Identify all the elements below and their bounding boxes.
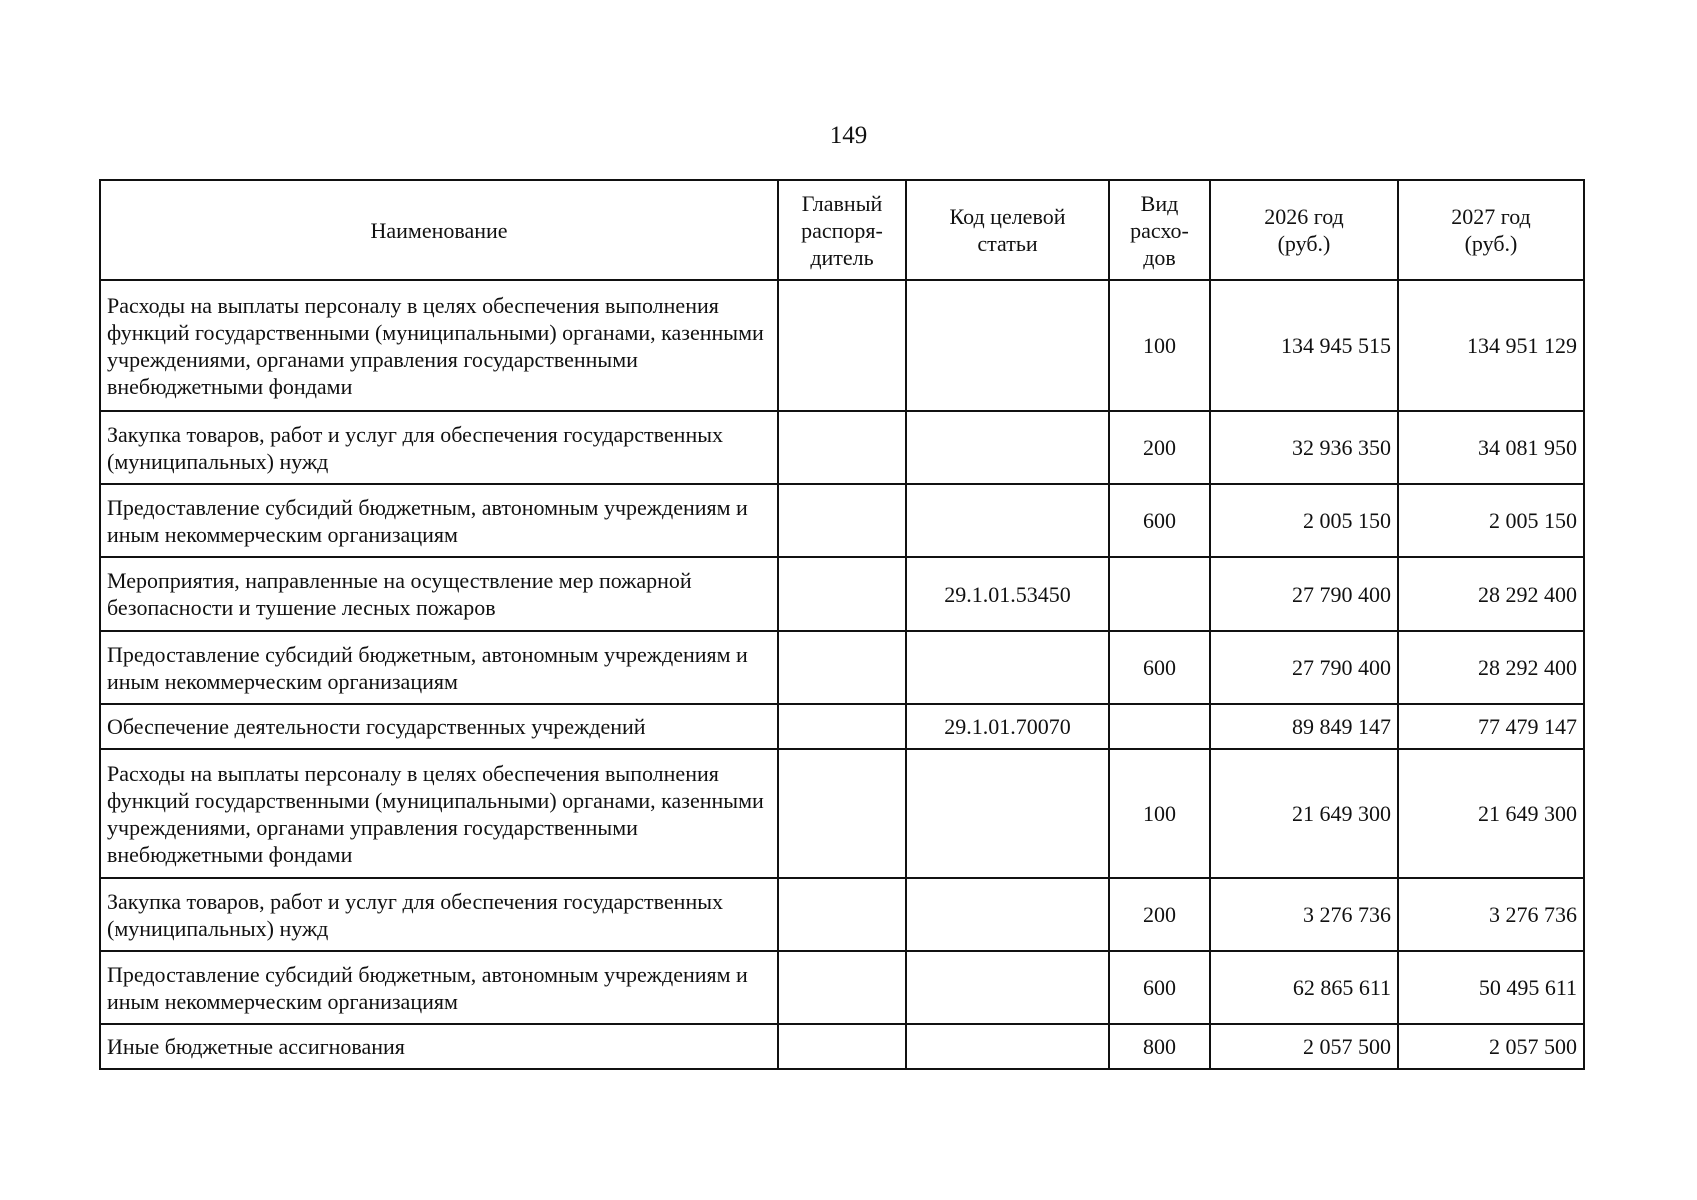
table-body xyxy=(100,280,1584,1069)
table-row xyxy=(100,1024,1584,1069)
row-amount-2026: 2 057 500 xyxy=(1210,1024,1398,1069)
row-target-code xyxy=(906,631,1109,704)
row-expense-type xyxy=(1109,557,1210,631)
row-amount-2027: 28 292 400 xyxy=(1398,557,1584,631)
row-chief-manager xyxy=(778,411,906,484)
row-target-code xyxy=(906,280,1109,411)
budget-table xyxy=(99,179,1585,1070)
row-amount-2027: 3 276 736 xyxy=(1398,878,1584,951)
header-year-2026 xyxy=(1210,180,1398,280)
header-2026-line: (руб.) xyxy=(1277,231,1331,256)
header-chief-manager xyxy=(778,180,906,280)
row-name: Мероприятия, направленные на осуществление мер пожарной безопасности и тушение лесных пожаров xyxy=(100,557,778,631)
row-amount-2027: 50 495 611 xyxy=(1398,951,1584,1024)
row-chief-manager xyxy=(778,280,906,411)
row-name: Иные бюджетные ассигнования xyxy=(100,1024,778,1069)
header-expense-type xyxy=(1109,180,1210,280)
row-name: Закупка товаров, работ и услуг для обеспечения государственных (муниципальных) нужд xyxy=(100,411,778,484)
row-amount-2026: 2 005 150 xyxy=(1210,484,1398,557)
row-name: Обеспечение деятельности государственных учреждений xyxy=(100,704,778,749)
header-type-line: расхо- xyxy=(1130,217,1189,243)
row-expense-type: 600 xyxy=(1109,631,1210,704)
row-expense-type xyxy=(1109,704,1210,749)
row-chief-manager xyxy=(778,484,906,557)
header-2026-line: 2026 год xyxy=(1264,204,1344,229)
header-year-2027 xyxy=(1398,180,1584,280)
row-name: Предоставление субсидий бюджетным, автономным учреждениям и иным некоммерческим организациям xyxy=(100,484,778,557)
row-name: Предоставление субсидий бюджетным, автономным учреждениям и иным некоммерческим организациям xyxy=(100,631,778,704)
table-row xyxy=(100,951,1584,1024)
row-amount-2026: 3 276 736 xyxy=(1210,878,1398,951)
row-target-code xyxy=(906,1024,1109,1069)
row-chief-manager xyxy=(778,951,906,1024)
table-row xyxy=(100,631,1584,704)
row-expense-type: 600 xyxy=(1109,951,1210,1024)
table-row xyxy=(100,557,1584,631)
row-amount-2027: 28 292 400 xyxy=(1398,631,1584,704)
header-chief-line: распоря- xyxy=(801,217,883,243)
row-target-code: 29.1.01.70070 xyxy=(906,704,1109,749)
row-target-code: 29.1.01.53450 xyxy=(906,557,1109,631)
row-expense-type: 600 xyxy=(1109,484,1210,557)
table-row xyxy=(100,749,1584,878)
header-code-line: статьи xyxy=(977,231,1038,256)
row-expense-type: 100 xyxy=(1109,280,1210,411)
table-row xyxy=(100,411,1584,484)
row-amount-2026: 27 790 400 xyxy=(1210,557,1398,631)
row-name: Расходы на выплаты персоналу в целях обеспечения выполнения функций государственными (муниципальными) органами, казенными учреждениями, органами управления государственными внебюджетными фондами xyxy=(100,749,778,878)
row-amount-2026: 27 790 400 xyxy=(1210,631,1398,704)
row-chief-manager xyxy=(778,704,906,749)
header-chief-line: дитель xyxy=(810,244,874,270)
header-code-line: Код целевой xyxy=(949,204,1066,229)
header-2027-line: 2027 год xyxy=(1451,204,1531,229)
header-name xyxy=(100,180,778,280)
row-amount-2027: 2 005 150 xyxy=(1398,484,1584,557)
table-header xyxy=(100,180,1584,280)
table-row xyxy=(100,704,1584,749)
row-name: Закупка товаров, работ и услуг для обеспечения государственных (муниципальных) нужд xyxy=(100,878,778,951)
row-target-code xyxy=(906,878,1109,951)
row-amount-2026: 21 649 300 xyxy=(1210,749,1398,878)
table-row xyxy=(100,484,1584,557)
header-type-line: Вид xyxy=(1140,190,1179,216)
row-expense-type: 100 xyxy=(1109,749,1210,878)
header-chief-line: Главный xyxy=(801,190,883,216)
page-number: 149 xyxy=(829,122,868,149)
row-target-code xyxy=(906,749,1109,878)
row-name: Предоставление субсидий бюджетным, автономным учреждениям и иным некоммерческим организациям xyxy=(100,951,778,1024)
row-chief-manager xyxy=(778,749,906,878)
row-target-code xyxy=(906,484,1109,557)
row-chief-manager xyxy=(778,1024,906,1069)
header-type-line: дов xyxy=(1143,244,1176,270)
row-target-code xyxy=(906,951,1109,1024)
row-amount-2026: 32 936 350 xyxy=(1210,411,1398,484)
row-chief-manager xyxy=(778,557,906,631)
row-chief-manager xyxy=(778,631,906,704)
row-expense-type: 200 xyxy=(1109,878,1210,951)
row-chief-manager xyxy=(778,878,906,951)
header-target-code xyxy=(906,180,1109,280)
row-amount-2027: 34 081 950 xyxy=(1398,411,1584,484)
row-name: Расходы на выплаты персоналу в целях обеспечения выполнения функций государственными (муниципальными) органами, казенными учреждениями, органами управления государственными внебюджетными фондами xyxy=(100,280,778,411)
header-row xyxy=(100,180,1584,280)
table-row xyxy=(100,280,1584,411)
row-amount-2027: 77 479 147 xyxy=(1398,704,1584,749)
row-target-code xyxy=(906,411,1109,484)
row-amount-2026: 134 945 515 xyxy=(1210,280,1398,411)
header-2027-line: (руб.) xyxy=(1464,231,1518,256)
row-amount-2027: 134 951 129 xyxy=(1398,280,1584,411)
header-name-text: Наименование xyxy=(370,217,508,243)
row-amount-2027: 2 057 500 xyxy=(1398,1024,1584,1069)
row-amount-2027: 21 649 300 xyxy=(1398,749,1584,878)
table-row xyxy=(100,878,1584,951)
row-expense-type: 800 xyxy=(1109,1024,1210,1069)
row-amount-2026: 62 865 611 xyxy=(1210,951,1398,1024)
row-expense-type: 200 xyxy=(1109,411,1210,484)
row-amount-2026: 89 849 147 xyxy=(1210,704,1398,749)
